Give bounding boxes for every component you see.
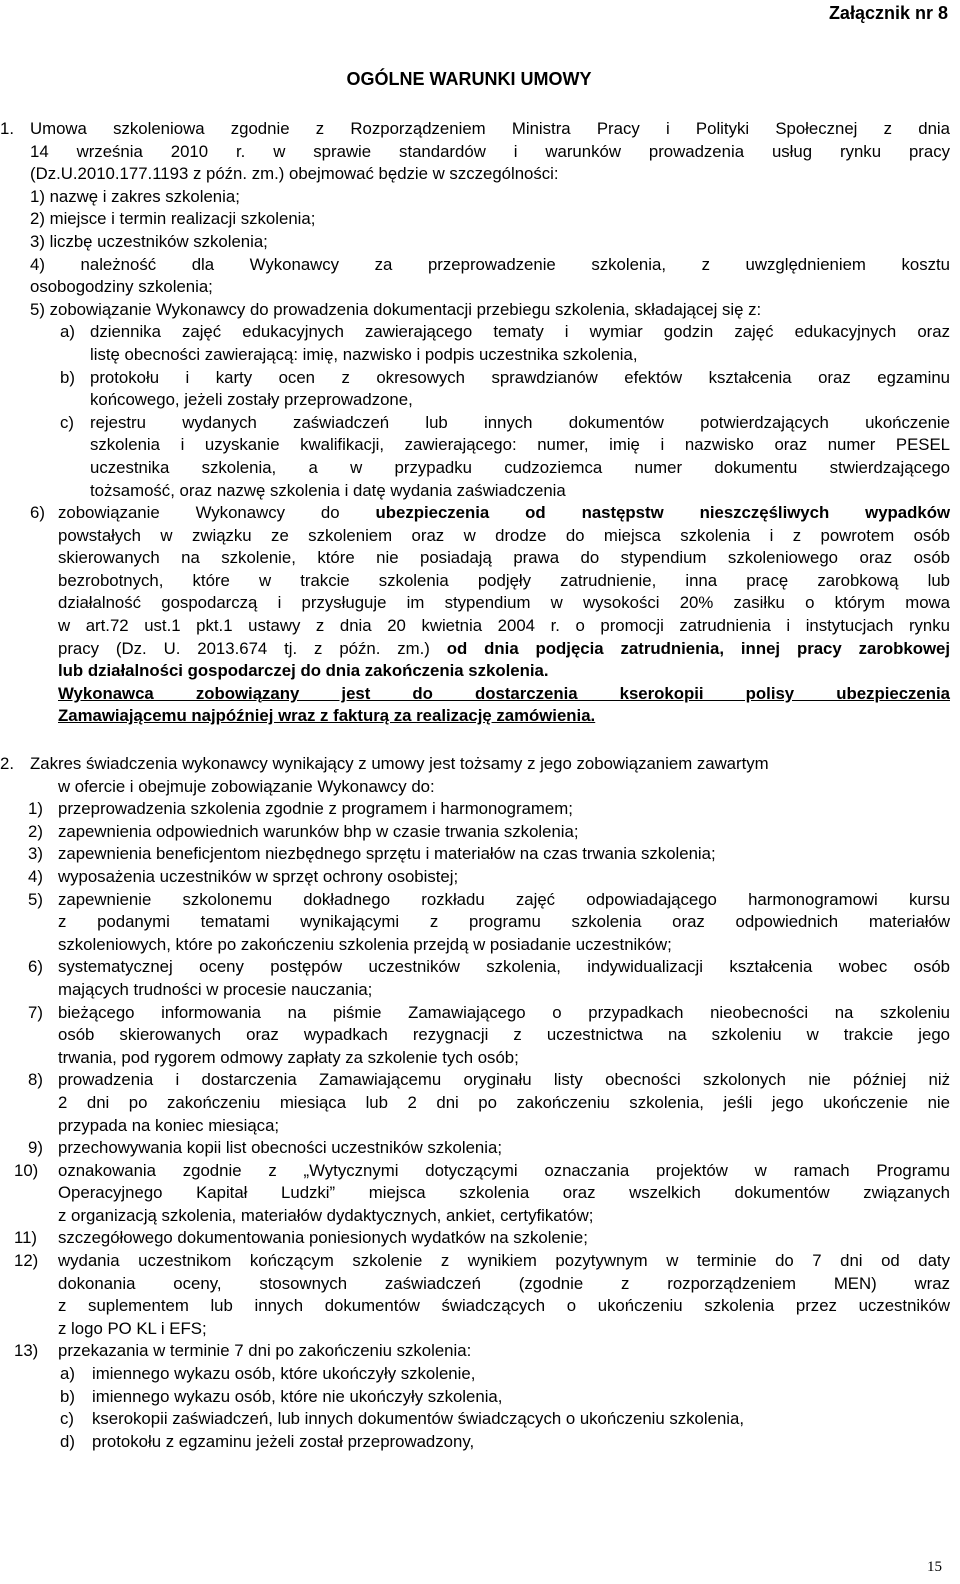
text-line: tożsamość, oraz nazwę szkolenia i datę wydania zaświadczenia	[90, 480, 566, 500]
list-item: 13) przekazania w terminie 7 dni po zakończeniu szkolenia:	[14, 1341, 472, 1361]
text-line: w art.72 ust.1 pkt.1 ustawy z dnia 20 kwietnia 2004 r. o promocji zatrudnienia i instytucjach rynku	[58, 616, 950, 636]
text-line: trwania, pod rygorem odmowy zapłaty za szkolenie tych osób;	[58, 1047, 519, 1067]
sub-item: b) protokołu i karty ocen z okresowych sprawdzianów efektów kształcenia oraz egzaminu	[60, 367, 950, 387]
text-line: Zamawiającemu najpóźniej wraz z fakturą za realizację zamówienia.	[58, 706, 596, 726]
text-line: uczestnika szkolenia, a w przypadku cudzoziemca numer dokumentu stwierdzającego	[90, 457, 950, 477]
list-item: 7) bieżącego informowania na piśmie Zamawiającego o przypadkach nieobecności na szkoleniu	[28, 1002, 950, 1022]
list-item: 11) szczegółowego dokumentowania poniesionych wydatków na szkolenie;	[14, 1228, 588, 1248]
list-item: 1) nazwę i zakres szkolenia;	[30, 186, 240, 206]
list-item: 2) miejsce i termin realizacji szkolenia;	[30, 209, 316, 229]
list-item: 3) liczbę uczestników szkolenia;	[30, 231, 268, 251]
text-line: skierowanych na szkolenie, które nie posiadają prawa do stypendium szkoleniowego oraz osób	[58, 548, 950, 568]
text-line: osób skierowanych oraz wypadkach rezygnacji z uczestnictwa na szkoleniu w trakcie jego	[58, 1025, 950, 1045]
list-item: 12) wydania uczestnikom kończącym szkolenie z wynikiem pozytywnym w terminie do 7 dni od daty	[14, 1251, 950, 1271]
text-line: dokonania oceny, stosownych zaświadczeń (zgodnie z rozporządzeniem MEN) wraz	[58, 1273, 950, 1293]
sub-item: c) kserokopii zaświadczeń, lub innych dokumentów świadczących o ukończeniu szkolenia,	[60, 1409, 745, 1429]
list-item: 6) systematycznej oceny postępów uczestników szkolenia, indywidualizacji kształcenia wobec osób	[28, 957, 950, 977]
document-title: OGÓLNE WARUNKI UMOWY	[346, 69, 592, 89]
text-line: końcowego, jeżeli zostały przeprowadzone,	[90, 390, 413, 410]
text-line: lub działalności gospodarczej do dnia zakończenia szkolenia.	[58, 661, 549, 681]
list-item: 6) zobowiązanie Wykonawcy do ubezpieczenia od następstw nieszczęśliwych wypadków	[30, 503, 950, 523]
sub-item: b) imiennego wykazu osób, które nie ukończyły szkolenia,	[60, 1386, 503, 1406]
text-line: z podanymi tematami wynikającymi z programu szkolenia oraz odpowiednich materiałów	[58, 912, 950, 932]
text-line: 14 września 2010 r. w sprawie standardów i warunków prowadzenia usług rynku pracy	[30, 141, 950, 161]
list-item: 10) oznakowania zgodnie z „Wytycznymi dotyczącymi oznaczania projektów w ramach Programu	[14, 1160, 950, 1180]
section-number: 1.	[0, 119, 14, 138]
list-item: 4) należność dla Wykonawcy za przeprowadzenie szkolenia, z uwzględnieniem kosztu	[30, 254, 950, 274]
text-line: szkoleniowych, które po zakończeniu szkolenia przejdą w posiadanie uczestników;	[58, 934, 672, 954]
sub-item: d) protokołu z egzaminu jeżeli został przeprowadzony,	[60, 1431, 475, 1451]
sub-item: a) dziennika zajęć edukacyjnych zawierającego tematy i wymiar godzin zajęć edukacyjnych oraz	[60, 322, 950, 342]
text-line: Wykonawca zobowiązany jest do dostarczenia kserokopii polisy ubezpieczenia	[58, 683, 950, 703]
list-item: 9) przechowywania kopii list obecności uczestników szkolenia;	[28, 1138, 502, 1158]
list-item: 5) zobowiązanie Wykonawcy do prowadzenia dokumentacji przebiegu szkolenia, składającej się z:	[30, 299, 762, 319]
text-line: Operacyjnego Kapitał Ludzki” miejsca szkolenia oraz wszelkich dokumentów związanych	[58, 1183, 950, 1203]
text-line: bezrobotnych, które w trakcie szkolenia podjęły zatrudnienie, inna pracę zarobkową lub	[58, 570, 950, 590]
section-1-intro: 1. Umowa szkoleniowa zgodnie z Rozporządzeniem Ministra Pracy i Polityki Społecznej z dnia	[30, 118, 950, 141]
text-line: mających trudności w procesie nauczania;	[58, 979, 373, 999]
section-2	[0, 753, 960, 1453]
text-line: z logo PO KL i EFS;	[58, 1318, 207, 1338]
text-line: działalność gospodarczą i przysługuje im stypendium w wysokości 20% zasiłku o którym mowa	[58, 593, 950, 613]
list-item: 4) wyposażenia uczestników w sprzęt ochrony osobistej;	[28, 866, 459, 886]
text-line: pracy (Dz. U. 2013.674 tj. z późn. zm.) od dnia podjęcia zatrudnienia, innej pracy zarobkowej	[58, 638, 950, 658]
text-line: z organizacją szkolenia, materiałów dydaktycznych, ankiet, certyfikatów;	[58, 1205, 594, 1225]
annex-label: Załącznik nr 8	[828, 3, 948, 23]
text-line: z suplementem lub innych dokumentów świadczących o ukończeniu szkolenia przez uczestników	[58, 1296, 950, 1316]
text-line: listę obecności zawierającą: imię, nazwisko i podpis uczestnika szkolenia,	[90, 344, 638, 364]
sub-item: c) rejestru wydanych zaświadczeń lub innych dokumentów potwierdzających ukończenie	[60, 412, 950, 432]
text-line: powstałych w związku ze szkoleniem oraz w drodze do miejsca szkolenia i z powrotem osób	[58, 525, 950, 545]
section-1	[0, 118, 960, 728]
text-line: przypada na koniec miesiąca;	[58, 1115, 280, 1135]
text-line: osobogodziny szkolenia;	[30, 277, 213, 297]
list-item: 8) prowadzenia i dostarczenia Zamawiającemu oryginału listy obecności szkolonych nie później niż	[28, 1070, 950, 1090]
sub-item: a) imiennego wykazu osób, które ukończyły szkolenie,	[60, 1364, 476, 1384]
page-number: 15	[927, 1559, 942, 1575]
text-line: w ofercie i obejmuje zobowiązanie Wykonawcy do:	[58, 776, 435, 796]
text-line: szkolenia i uzyskanie kwalifikacji, zawierającego: numer, imię i nazwisko oraz numer PESEL	[90, 435, 950, 455]
list-item: 5) zapewnienie szkolonemu dokładnego rozkładu zajęć odpowiadającego harmonogramowi kursu	[28, 889, 950, 909]
text-line: (Dz.U.2010.177.1193 z późn. zm.) obejmować będzie w szczególności:	[30, 164, 559, 184]
list-item: 2) zapewnienia odpowiednich warunków bhp w czasie trwania szkolenia;	[28, 821, 579, 841]
text-line: 2 dni po zakończeniu miesiąca lub 2 dni po zakończeniu szkolenia, jeśli jego ukończenie nie	[58, 1092, 950, 1112]
list-item: 3) zapewnienia beneficjentom niezbędnego sprzętu i materiałów na czas trwania szkolenia;	[28, 844, 716, 864]
section-2-intro: 2. Zakres świadczenia wykonawcy wynikający z umowy jest tożsamy z jego zobowiązaniem zawartym	[30, 753, 960, 776]
list-item: 1) przeprowadzenia szkolenia zgodnie z programem i harmonogramem;	[28, 799, 573, 819]
section-number: 2.	[0, 754, 14, 773]
